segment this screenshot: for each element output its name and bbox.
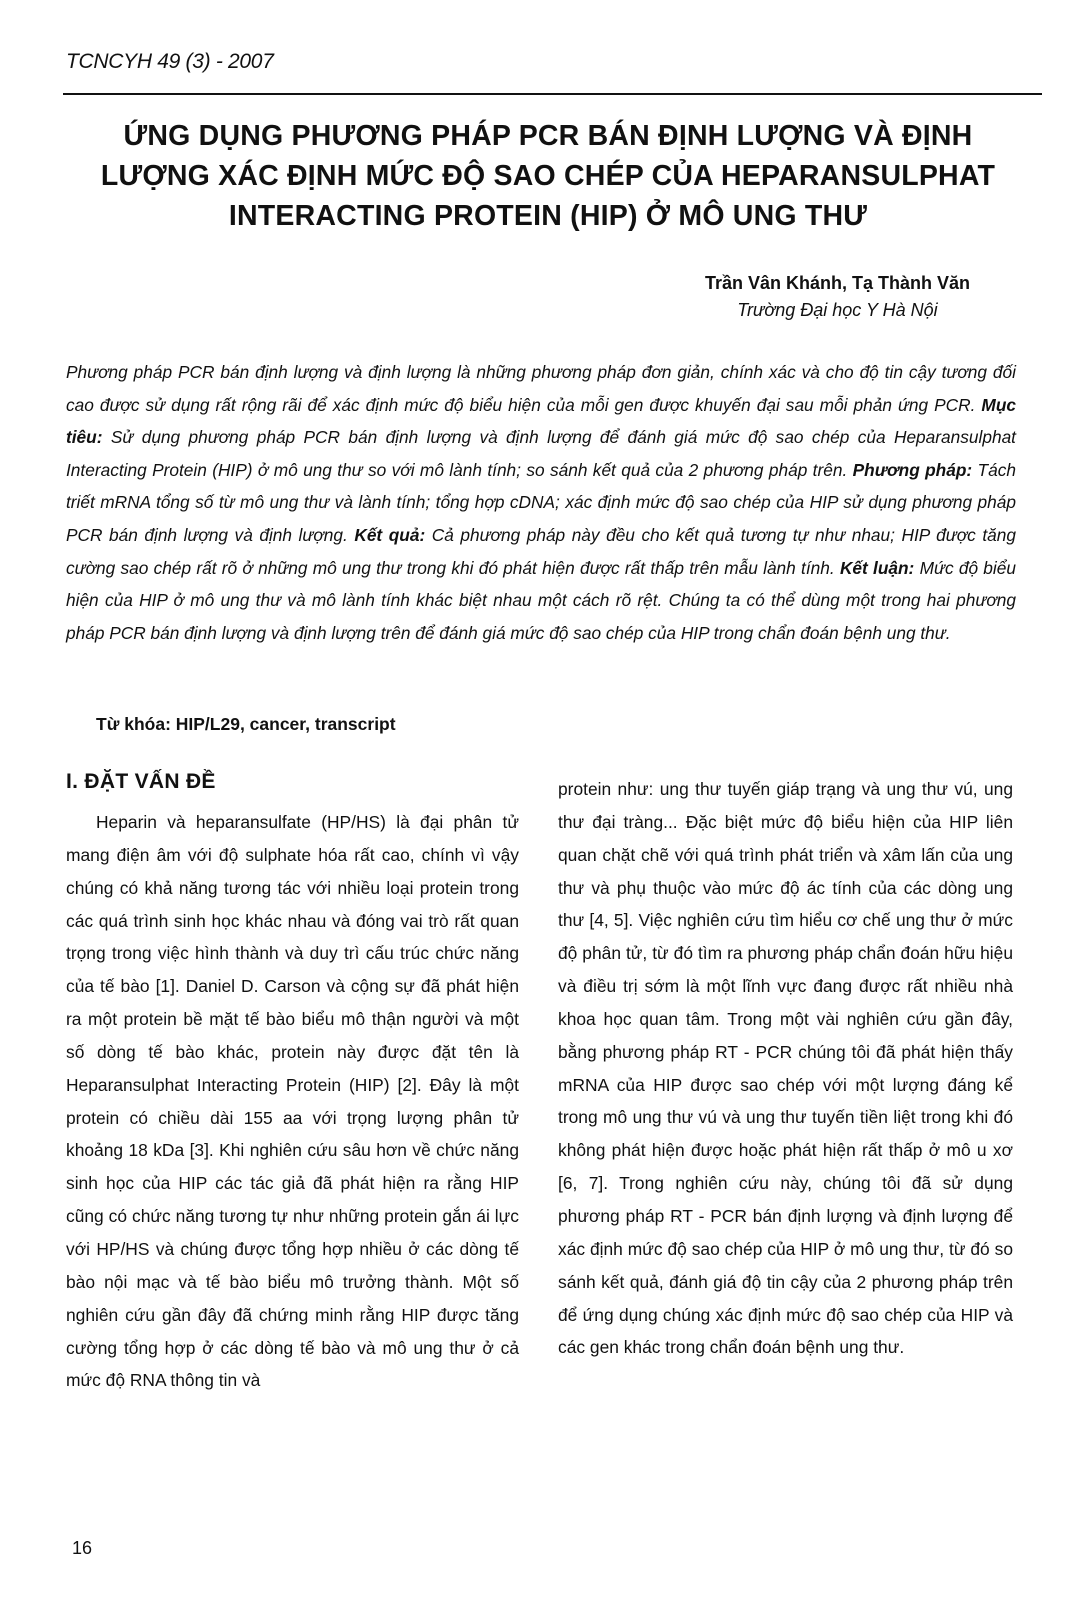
abstract-objective: Sử dụng phương pháp PCR bán định lượng và định lượng để đánh giá mức độ sao chép của Heparansulphat Interacting Protein (HIP) ở mô ung thư so với mô lành tính; so sánh kết quả của 2 phương pháp trên. xyxy=(66,427,1016,480)
abstract-conclusion-label: Kết luận: xyxy=(839,557,915,578)
abstract-results: Cả phương pháp này đều cho kết quả tương tự như nhau; HIP được tăng cường sao chép rất rõ ở những mô ung thư trong khi đó phát hiện được rất thấp trên mẫu lành tính. xyxy=(66,524,1016,578)
abstract-conclusion: Mức độ biểu hiện của HIP ở mô ung thư và mô lành tính khác biệt nhau một cách rõ rệt. Chúng ta có thể dùng một trong hai phương pháp PCR bán định lượng và định lượng trên để đánh giá mức độ sao chép của HIP trong chẩn đoán bệnh ung thư. xyxy=(66,557,1016,643)
abstract-method: Tách triết mRNA tổng số từ mô ung thư và lành tính; tổng hợp cDNA; xác định mức độ sao chép của HIP sử dụng phương pháp PCR bán định lượng và định lượng. xyxy=(66,459,1016,545)
title-line-1: ỨNG DỤNG PHƯƠNG PHÁP PCR BÁN ĐỊNH LƯỢNG VÀ ĐỊNH xyxy=(123,120,973,152)
abstract-method-label: Phương pháp: xyxy=(852,459,973,480)
author-names: Trần Vân Khánh, Tạ Thành Văn xyxy=(704,273,970,293)
abstract-objective-label: Mục tiêu: xyxy=(66,394,1016,448)
body-column-right: protein như: ung thư tuyến giáp trạng và ung thư vú, ung thư đại tràng... Đặc biệt mức độ biểu hiện của HIP liên quan chặt chẽ với quá trình phát triển và xâm lấn của ung thư và phụ thuộc vào mức độ ác tính của các dòng ung thư [4, 5]. Việc nghiên cứu tìm hiểu cơ chế ung thư ở mức độ phân tử, từ đó tìm ra phương pháp chẩn đoán hữu hiệu và điều trị sớm là một lĩnh vực đang được rất nhiều nhà khoa học quan tâm. Trong một vài nghiên cứu gần đây, bằng phương pháp RT - PCR chúng tôi đã phát hiện thấy mRNA của HIP được sao chép với một lượng đáng kể trong mô ung thư vú và ung thư tuyến tiền liệt trong khi đó không phát hiện được hoặc phát hiện rất thấp ở mô u xơ [6, 7]. Trong nghiên cứu này, chúng tôi đã sử dụng phương pháp RT - PCR bán định lượng và định lượng để xác định mức độ sao chép của HIP ở mô ung thư, từ đó so sánh kết quả, đánh giá độ tin cậy của 2 phương pháp trên để ứng dụng chúng xác định mức độ sao chép của HIP và các gen khác trong chẩn đoán bệnh ung thư. xyxy=(558,779,1013,1358)
article-title xyxy=(60,116,1036,236)
body-column-left: Heparin và heparansulfate (HP/HS) là đại phân tử mang điện âm với độ sulphate hóa rất cao, chính vì vậy chúng có khả năng tương tác với nhiều loại protein trong các quá trình sinh học khác nhau và đóng vai trò rất quan trọng trong việc hình thành và duy trì cấu trúc chức năng của tế bào [1]. Daniel D. Carson và cộng sự đã phát hiện ra một protein bề mặt tế bào biểu mô thận người và một số dòng tế bào khác, protein này được đặt tên là Heparansulphat Interacting Protein (HIP) [2]. Đây là một protein có chiều dài 155 aa với trọng lượng phân tử khoảng 18 kDa [3]. Khi nghiên cứu sâu hơn về chức năng sinh học của HIP các tác giả đã phát hiện ra rằng HIP cũng có chức năng tương tự như những protein gắn ái lực với HP/HS và chúng được tổng hợp nhiều ở các dòng tế bào nội mạc và tế bào biểu mô trưởng thành. Một số nghiên cứu gần đây đã chứng minh rằng HIP được tăng cường tổng hợp ở các dòng tế bào và mô ung thư ở cả mức độ RNA thông tin và xyxy=(66,812,519,1391)
title-line-2: LƯỢNG XÁC ĐỊNH MỨC ĐỘ SAO CHÉP CỦA HEPARANSULPHAT xyxy=(100,160,996,192)
abstract-intro: Phương pháp PCR bán định lượng và định lượng là những phương pháp đơn giản, chính xác và cho độ tin cậy tương đối cao được sử dụng rất rộng rãi để xác định mức độ biểu hiện của mỗi gen được khuyến đại sau mỗi phản ứng PCR. xyxy=(66,362,1016,415)
header-rule xyxy=(63,93,1042,95)
section-heading: I. ĐẶT VẤN ĐỀ xyxy=(66,770,216,793)
title-line-3: INTERACTING PROTEIN (HIP) Ở MÔ UNG THƯ xyxy=(228,200,868,232)
keywords: Từ khóa: HIP/L29, cancer, transcript xyxy=(96,714,396,734)
page-number: 16 xyxy=(72,1538,93,1558)
abstract xyxy=(66,356,1016,649)
author-affiliation: Trường Đại học Y Hà Nội xyxy=(737,300,938,320)
journal-citation: TCNCYH 49 (3) - 2007 xyxy=(66,50,274,73)
author-block xyxy=(705,270,970,324)
abstract-results-label: Kết quả: xyxy=(354,524,426,545)
